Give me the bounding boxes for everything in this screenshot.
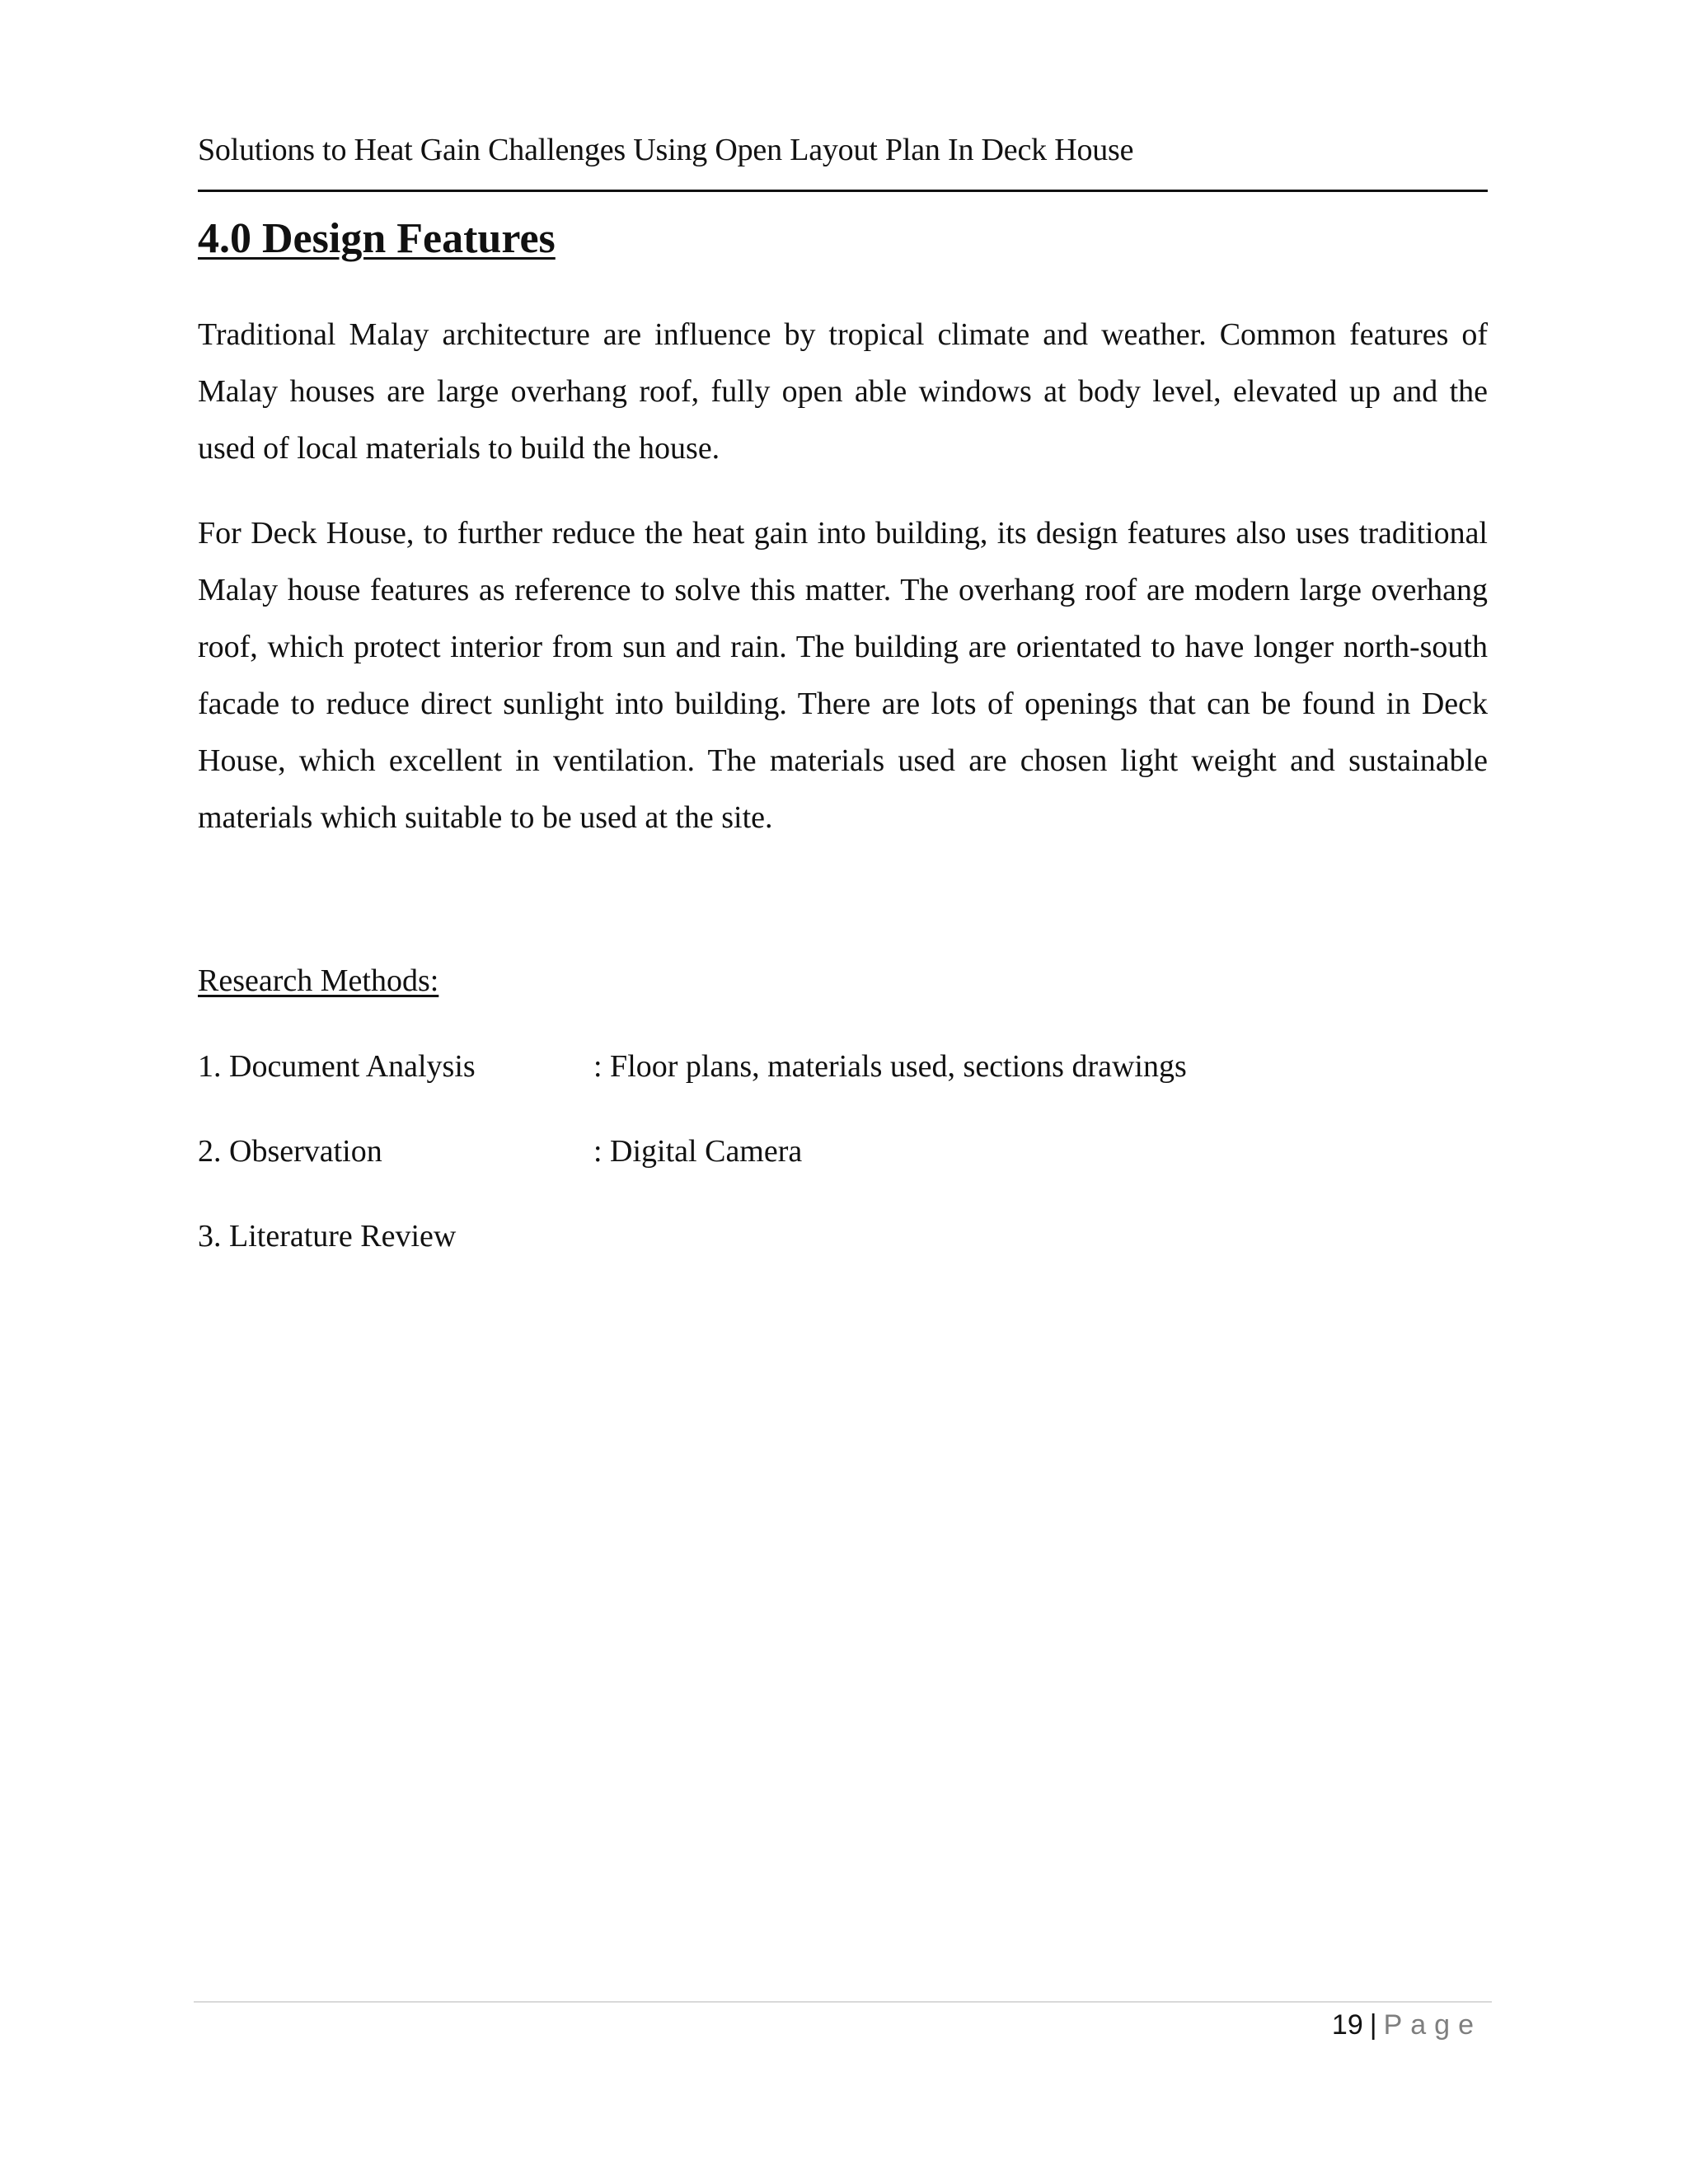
method-item-literature-review — [198, 1218, 1352, 1259]
page-footer — [1332, 2009, 1482, 2041]
method-label: 1. Document Analysis — [198, 1049, 476, 1084]
section-heading: 4.0 Design Features — [198, 215, 556, 262]
method-item-document-analysis — [198, 1048, 1352, 1090]
page-word: Page — [1383, 2009, 1482, 2041]
method-label: 3. Literature Review — [198, 1219, 457, 1254]
footer-divider — [194, 2001, 1492, 2003]
header-divider — [198, 190, 1488, 192]
research-methods-title: Research Methods: — [198, 963, 439, 998]
running-header: Solutions to Heat Gain Challenges Using Open Layout Plan In Deck House — [198, 133, 1134, 167]
footer-separator: | — [1369, 2009, 1377, 2041]
method-detail: : Digital Camera — [593, 1134, 803, 1169]
method-detail: : Floor plans, materials used, sections drawings — [593, 1049, 1187, 1084]
page-number: 19 — [1331, 2009, 1363, 2041]
method-item-observation — [198, 1133, 1352, 1174]
method-label: 2. Observation — [198, 1134, 382, 1169]
paragraph-1: Traditional Malay architecture are influence by tropical climate and weather. Common features of Malay houses are large overhang roof, fully open able windows at body level, elevated up and the used of local materials to build the house. — [198, 317, 1488, 466]
paragraph-2: For Deck House, to further reduce the heat gain into building, its design features also uses traditional Malay house features as reference to solve this matter. The overhang roof are modern large overhang roof, which protect interior from sun and rain. The building are orientated to have longer north-south facade to reduce direct sunlight into building. There are lots of openings that can be found in Deck House, which excellent in ventilation. The materials used are chosen light weight and sustainable materials which suitable to be used at the site. — [198, 516, 1488, 835]
